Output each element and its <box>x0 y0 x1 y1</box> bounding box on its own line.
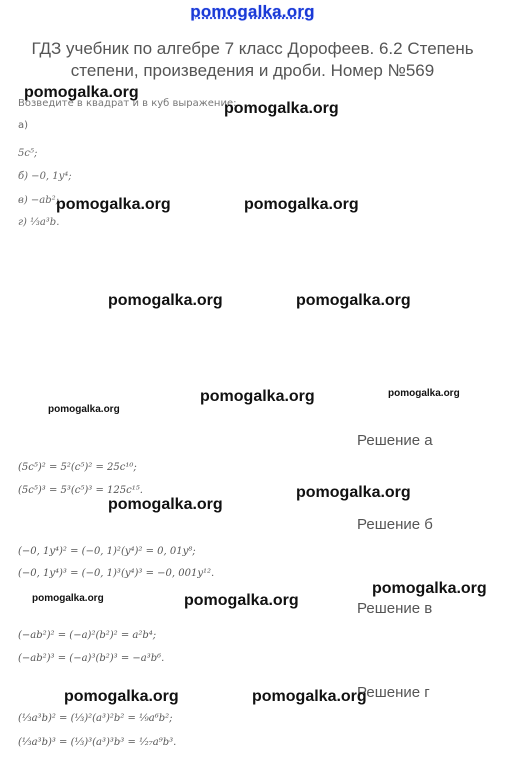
watermark: pomogalka.org <box>24 84 139 101</box>
watermark: pomogalka.org <box>56 196 171 213</box>
task-item-a-expr: 5c⁵; <box>18 148 38 159</box>
solution-c-line-1: (−ab²)² = (−a)²(b²)² = a²b⁴; <box>18 630 157 641</box>
solution-b-line-1: (−0, 1y⁴)² = (−0, 1)²(y⁴)² = 0, 01y⁸; <box>18 546 196 557</box>
watermark: pomogalka.org <box>48 404 120 415</box>
solution-d-line-2: (⅓a³b)³ = (⅓)³(a³)³b³ = ¹⁄₂₇a⁹b³. <box>18 737 177 748</box>
solution-a-line-2: (5c⁵)³ = 5³(c⁵)³ = 125c¹⁵. <box>18 485 143 496</box>
task-item-c: в) −ab²; <box>18 195 60 206</box>
solution-a-line-1: (5c⁵)² = 5²(c⁵)² = 25c¹⁰; <box>18 462 137 473</box>
site-link[interactable]: pomogalka.org <box>190 2 315 21</box>
solution-c-line-2: (−ab²)³ = (−a)³(b²)³ = −a³b⁶. <box>18 653 165 664</box>
solution-d-heading: Решение г <box>357 684 430 701</box>
task-item-d: г) ⅓a³b. <box>18 217 60 228</box>
solution-b-heading: Решение б <box>357 516 433 533</box>
solution-c-heading: Решение в <box>357 600 433 617</box>
watermark: pomogalka.org <box>252 688 367 705</box>
solution-b-line-2: (−0, 1y⁴)³ = (−0, 1)³(y⁴)³ = −0, 001y¹². <box>18 568 215 579</box>
task-prompt: Возведите в квадрат и в куб выражение: <box>18 98 237 109</box>
watermark: pomogalka.org <box>244 196 359 213</box>
solution-a-heading: Решение а <box>357 432 433 449</box>
watermark: pomogalka.org <box>108 292 223 309</box>
watermark: pomogalka.org <box>296 484 411 501</box>
solution-d-line-1: (⅓a³b)² = (⅓)²(a³)²b² = ⅑a⁶b²; <box>18 713 173 724</box>
page-title: ГДЗ учебник по алгебре 7 класс Дорофеев. 6.2 Степень степени, произведения и дроби. Номер №569 <box>31 39 474 80</box>
watermark: pomogalka.org <box>224 100 339 117</box>
watermark: pomogalka.org <box>388 388 460 399</box>
task-item-b: б) −0, 1y⁴; <box>18 171 72 182</box>
watermark: pomogalka.org <box>296 292 411 309</box>
task-item-a: а) <box>18 120 29 131</box>
watermark: pomogalka.org <box>184 592 299 609</box>
watermark: pomogalka.org <box>372 580 487 597</box>
watermark: pomogalka.org <box>108 496 223 513</box>
watermark: pomogalka.org <box>64 688 179 705</box>
watermark: pomogalka.org <box>32 593 104 604</box>
watermark: pomogalka.org <box>200 388 315 405</box>
